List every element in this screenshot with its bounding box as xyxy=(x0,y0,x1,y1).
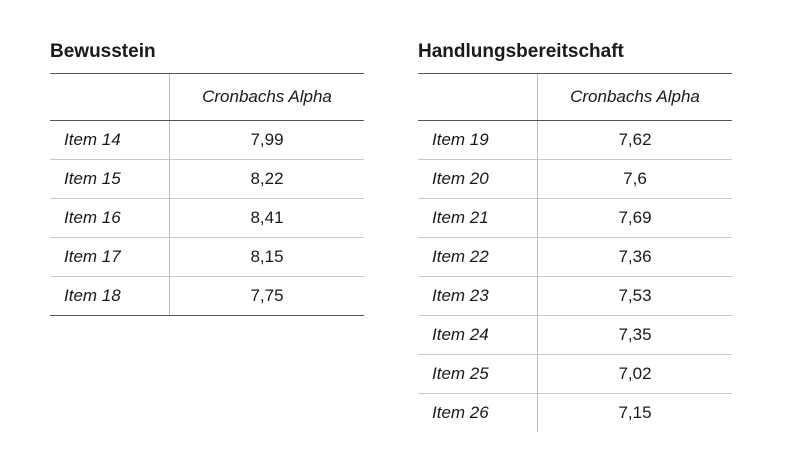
alpha-value: 7,62 xyxy=(538,121,733,160)
table-title: Handlungsbereitschaft xyxy=(418,40,732,74)
alpha-value: 8,41 xyxy=(170,199,365,238)
header-empty-cell xyxy=(50,74,170,121)
item-label: Item 23 xyxy=(418,277,538,316)
table-title: Bewusstein xyxy=(50,40,364,74)
alpha-value: 7,69 xyxy=(538,199,733,238)
item-label: Item 24 xyxy=(418,316,538,355)
table-row xyxy=(418,277,732,316)
table-row xyxy=(418,160,732,199)
alpha-value: 7,53 xyxy=(538,277,733,316)
item-label: Item 22 xyxy=(418,238,538,277)
table-row xyxy=(418,394,732,433)
table-row xyxy=(418,121,732,160)
table-row xyxy=(50,238,364,277)
table-row xyxy=(418,199,732,238)
alpha-value: 7,99 xyxy=(170,121,365,160)
alpha-value: 7,75 xyxy=(170,277,365,316)
item-label: Item 15 xyxy=(50,160,170,199)
table-row xyxy=(50,277,364,316)
alpha-value: 7,36 xyxy=(538,238,733,277)
item-label: Item 19 xyxy=(418,121,538,160)
bewusstein-table-block xyxy=(50,40,364,316)
column-header: Cronbachs Alpha xyxy=(538,74,733,121)
item-label: Item 26 xyxy=(418,394,538,433)
header-empty-cell xyxy=(418,74,538,121)
item-label: Item 25 xyxy=(418,355,538,394)
item-label: Item 20 xyxy=(418,160,538,199)
handlungsbereitschaft-table-block xyxy=(418,40,732,432)
alpha-value: 7,02 xyxy=(538,355,733,394)
alpha-value: 7,15 xyxy=(618,403,652,422)
table-row xyxy=(50,160,364,199)
table-row xyxy=(50,121,364,160)
alpha-value: 7,6 xyxy=(538,160,733,199)
item-label: Item 16 xyxy=(50,199,170,238)
item-label: Item 14 xyxy=(50,121,170,160)
item-label: Item 17 xyxy=(50,238,170,277)
item-label: Item 18 xyxy=(50,277,170,316)
item-label: Item 21 xyxy=(418,199,538,238)
alpha-value: 8,22 xyxy=(170,160,365,199)
bewusstein-table xyxy=(50,74,364,316)
table-row xyxy=(50,199,364,238)
table-row xyxy=(418,238,732,277)
table-header-row xyxy=(50,74,364,121)
handlungsbereitschaft-table xyxy=(418,74,732,432)
alpha-value: 7,35 xyxy=(538,316,733,355)
column-header: Cronbachs Alpha xyxy=(170,74,365,121)
alpha-value: 8,15 xyxy=(170,238,365,277)
table-row xyxy=(418,316,732,355)
table-row xyxy=(418,355,732,394)
table-header-row xyxy=(418,74,732,121)
